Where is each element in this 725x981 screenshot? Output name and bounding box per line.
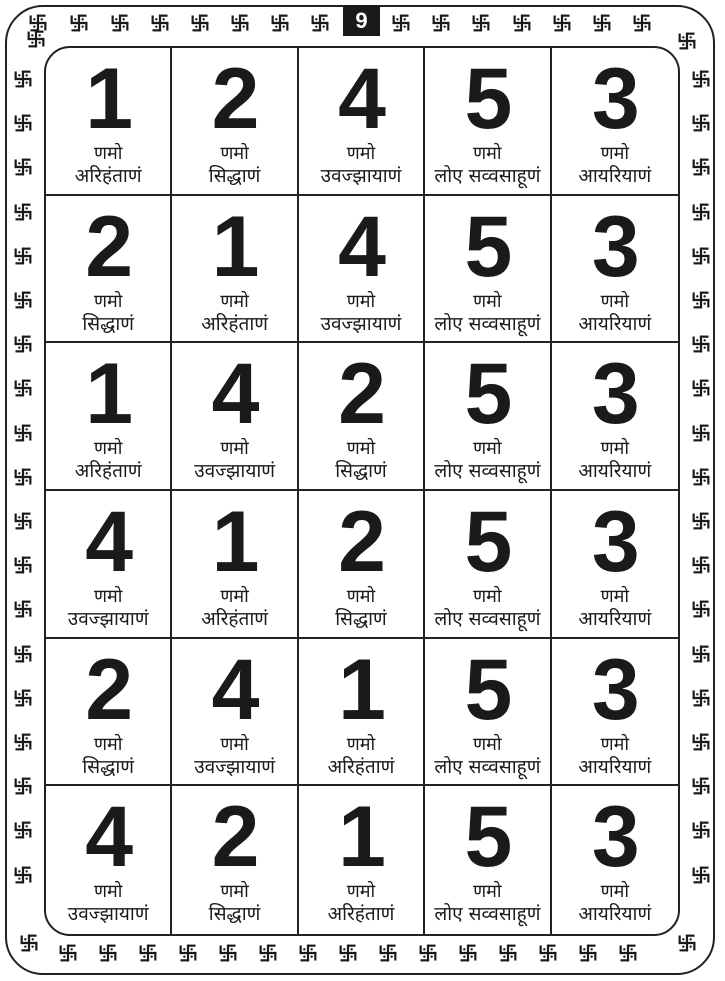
swastika-icon — [377, 942, 399, 964]
cell-number: 1 — [211, 494, 258, 590]
cell-mantra: उवज्झायाणं — [67, 903, 149, 926]
cell-number: 3 — [591, 346, 638, 443]
cell-number: 2 — [211, 789, 258, 886]
swastika-icon — [97, 942, 119, 964]
swastika-icon — [12, 333, 34, 355]
cell-prefix: णमो — [600, 733, 630, 755]
cell-number: 1 — [211, 198, 258, 295]
cell-prefix: णमो — [473, 438, 502, 460]
cell-prefix: णमो — [220, 438, 249, 460]
swastika-icon — [690, 422, 712, 444]
cell-number: 3 — [591, 494, 638, 590]
swastika-icon — [12, 643, 34, 665]
swastika-icon — [297, 942, 319, 964]
swastika-icon — [57, 942, 79, 964]
cell-prefix: णमो — [346, 438, 376, 460]
cell-prefix: णमो — [600, 290, 630, 312]
grid-cell — [552, 639, 678, 787]
swastika-icon — [257, 942, 279, 964]
cell-number: 4 — [85, 789, 132, 886]
cell-number: 1 — [338, 641, 384, 738]
cell-number: 5 — [464, 346, 511, 443]
cell-mantra: अरिहंताणं — [74, 165, 142, 187]
swastika-icon — [690, 333, 712, 355]
cell-prefix: णमो — [346, 881, 376, 903]
cell-prefix: णमो — [346, 586, 376, 607]
page-number: 9 — [355, 7, 368, 33]
swastika-icon — [12, 289, 34, 311]
swastika-icon — [12, 466, 34, 488]
cell-mantra: लोए सव्वसाहूणं — [434, 608, 541, 630]
swastika-icon — [12, 731, 34, 753]
swastika-icon — [676, 30, 698, 52]
grid-cell — [46, 491, 172, 639]
cell-prefix: णमो — [220, 143, 249, 164]
grid-cell — [552, 491, 678, 639]
cell-number: 3 — [591, 789, 638, 886]
swastika-icon — [457, 942, 479, 964]
grid-cell — [299, 343, 425, 491]
cell-prefix: णमो — [346, 733, 376, 755]
cell-number: 1 — [85, 51, 132, 147]
cell-number: 5 — [464, 198, 511, 295]
cell-mantra: अरिहंताणं — [327, 903, 395, 926]
swastika-icon — [690, 466, 712, 488]
swastika-icon — [12, 554, 34, 576]
swastika-icon — [12, 864, 34, 886]
swastika-icon — [137, 942, 159, 964]
swastika-icon — [12, 156, 34, 178]
cell-prefix: णमो — [600, 881, 630, 903]
swastika-icon — [18, 932, 40, 954]
cell-prefix: णमो — [346, 143, 376, 164]
cell-number: 1 — [338, 789, 384, 886]
swastika-icon — [12, 510, 34, 532]
cell-mantra: आयरियाणं — [578, 312, 652, 335]
cell-mantra: सिद्धाणं — [335, 608, 387, 630]
cell-prefix: णमो — [93, 143, 123, 164]
swastika-icon — [690, 510, 712, 532]
grid-cell — [46, 639, 172, 787]
grid-cell — [299, 639, 425, 787]
swastika-icon — [690, 864, 712, 886]
swastika-icon — [690, 687, 712, 709]
grid-cell — [46, 343, 172, 491]
cell-mantra: अरिहंताणं — [327, 755, 395, 778]
swastika-icon — [617, 942, 639, 964]
cell-number: 2 — [85, 641, 132, 738]
grid-cell — [172, 639, 298, 787]
cell-prefix: णमो — [93, 733, 123, 755]
cell-prefix: णमो — [220, 881, 249, 903]
swastika-icon — [12, 775, 34, 797]
cell-mantra: उवज्झायाणं — [320, 312, 402, 335]
cell-number: 3 — [591, 641, 638, 738]
swastika-icon — [690, 377, 712, 399]
swastika-icon — [690, 731, 712, 753]
grid-cell — [46, 196, 172, 344]
cell-mantra: अरिहंताणं — [201, 608, 268, 630]
cell-number: 2 — [338, 346, 384, 443]
cell-prefix: णमो — [93, 438, 123, 460]
cell-prefix: णमो — [220, 586, 249, 607]
swastika-icon — [497, 942, 519, 964]
cell-number: 5 — [464, 494, 511, 590]
swastika-icon — [676, 932, 698, 954]
grid-cell — [425, 48, 551, 196]
cell-mantra: लोए सव्वसाहूणं — [434, 312, 541, 335]
cell-prefix: णमो — [600, 586, 630, 607]
cell-mantra: अरिहंताणं — [74, 460, 142, 483]
swastika-icon — [12, 245, 34, 267]
swastika-icon — [690, 554, 712, 576]
swastika-icon — [690, 156, 712, 178]
cell-mantra: उवज्झायाणं — [67, 608, 149, 630]
cell-number: 1 — [85, 346, 132, 443]
cell-prefix: णमो — [93, 290, 123, 312]
swastika-icon — [269, 12, 291, 34]
grid-cell — [299, 491, 425, 639]
swastika-icon — [690, 289, 712, 311]
swastika-icon — [217, 942, 239, 964]
grid-cell — [172, 196, 298, 344]
swastika-icon — [551, 12, 573, 34]
cell-prefix: णमो — [473, 733, 502, 755]
cell-mantra: उवज्झायाणं — [194, 755, 275, 778]
cell-prefix: णमो — [93, 881, 123, 903]
cell-number: 5 — [464, 51, 511, 147]
swastika-icon — [229, 12, 251, 34]
cell-number: 4 — [85, 494, 132, 590]
swastika-icon — [417, 942, 439, 964]
cell-number: 5 — [464, 789, 511, 886]
cell-prefix: णमो — [473, 143, 502, 164]
swastika-icon — [149, 12, 171, 34]
grid-cell — [425, 343, 551, 491]
cell-mantra: लोए सव्वसाहूणं — [434, 903, 541, 926]
cell-prefix: णमो — [346, 290, 376, 312]
swastika-icon — [690, 201, 712, 223]
swastika-icon — [631, 12, 653, 34]
grid-cell — [172, 786, 298, 934]
cell-number: 2 — [211, 51, 258, 147]
grid-cell — [552, 48, 678, 196]
swastika-icon — [12, 687, 34, 709]
grid-cell — [172, 491, 298, 639]
cell-number: 3 — [591, 51, 638, 147]
grid-cell — [552, 343, 678, 491]
swastika-icon — [577, 942, 599, 964]
swastika-icon — [12, 422, 34, 444]
cell-mantra: अरिहंताणं — [201, 312, 268, 335]
cell-prefix: णमो — [220, 290, 249, 312]
swastika-icon — [511, 12, 533, 34]
swastika-icon — [68, 12, 90, 34]
swastika-icon — [12, 598, 34, 620]
swastika-icon — [12, 201, 34, 223]
cell-number: 2 — [338, 494, 384, 590]
grid-cell — [425, 786, 551, 934]
cell-number: 4 — [211, 641, 258, 738]
swastika-icon — [25, 28, 47, 50]
swastika-icon — [337, 942, 359, 964]
cell-prefix: णमो — [600, 438, 630, 460]
cell-mantra: लोए सव्वसाहूणं — [434, 460, 541, 483]
cell-mantra: उवज्झायाणं — [320, 165, 402, 187]
swastika-icon — [537, 942, 559, 964]
grid-cell — [172, 48, 298, 196]
swastika-icon — [690, 598, 712, 620]
swastika-icon — [12, 377, 34, 399]
swastika-icon — [470, 12, 492, 34]
cell-mantra: आयरियाणं — [578, 460, 652, 483]
grid-cell — [172, 343, 298, 491]
grid-cell — [46, 48, 172, 196]
swastika-icon — [309, 12, 331, 34]
swastika-icon — [690, 112, 712, 134]
swastika-icon — [690, 643, 712, 665]
cell-prefix: णमो — [220, 733, 249, 755]
cell-mantra: आयरियाणं — [578, 608, 652, 630]
cell-mantra: सिद्धाणं — [82, 312, 134, 335]
cell-number: 5 — [464, 641, 511, 738]
grid-cell — [299, 48, 425, 196]
swastika-icon — [591, 12, 613, 34]
grid-cell — [425, 196, 551, 344]
cell-number: 3 — [591, 198, 638, 295]
grid-cell — [425, 639, 551, 787]
swastika-icon — [12, 112, 34, 134]
grid-cell — [552, 196, 678, 344]
swastika-icon — [177, 942, 199, 964]
cell-number: 4 — [338, 198, 384, 295]
grid-cell — [552, 786, 678, 934]
jap-grid — [44, 46, 680, 936]
cell-mantra: आयरियाणं — [578, 903, 652, 926]
cell-mantra: सिद्धाणं — [82, 755, 134, 778]
cell-mantra: उवज्झायाणं — [194, 460, 275, 483]
swastika-icon — [12, 819, 34, 841]
cell-mantra: आयरियाणं — [578, 165, 652, 187]
cell-mantra: आयरियाणं — [578, 755, 652, 778]
cell-mantra: लोए सव्वसाहूणं — [434, 755, 541, 778]
cell-prefix: णमो — [473, 586, 502, 607]
cell-mantra: सिद्धाणं — [335, 460, 387, 483]
page-number-badge — [343, 5, 380, 36]
swastika-icon — [690, 68, 712, 90]
grid-cell — [425, 491, 551, 639]
swastika-icon — [690, 819, 712, 841]
cell-prefix: णमो — [93, 586, 123, 607]
swastika-icon — [189, 12, 211, 34]
cell-number: 4 — [338, 51, 384, 147]
swastika-icon — [109, 12, 131, 34]
cell-mantra: सिद्धाणं — [208, 903, 261, 926]
grid-cell — [299, 786, 425, 934]
grid-cell — [299, 196, 425, 344]
swastika-icon — [12, 68, 34, 90]
swastika-icon — [690, 775, 712, 797]
cell-prefix: णमो — [473, 290, 502, 312]
swastika-icon — [430, 12, 452, 34]
cell-mantra: लोए सव्वसाहूणं — [434, 165, 541, 187]
cell-mantra: सिद्धाणं — [208, 165, 261, 187]
swastika-icon — [690, 245, 712, 267]
cell-number: 4 — [211, 346, 258, 443]
cell-prefix: णमो — [600, 143, 630, 164]
grid-cell — [46, 786, 172, 934]
cell-prefix: णमो — [473, 881, 502, 903]
swastika-icon — [390, 12, 412, 34]
cell-number: 2 — [85, 198, 132, 295]
